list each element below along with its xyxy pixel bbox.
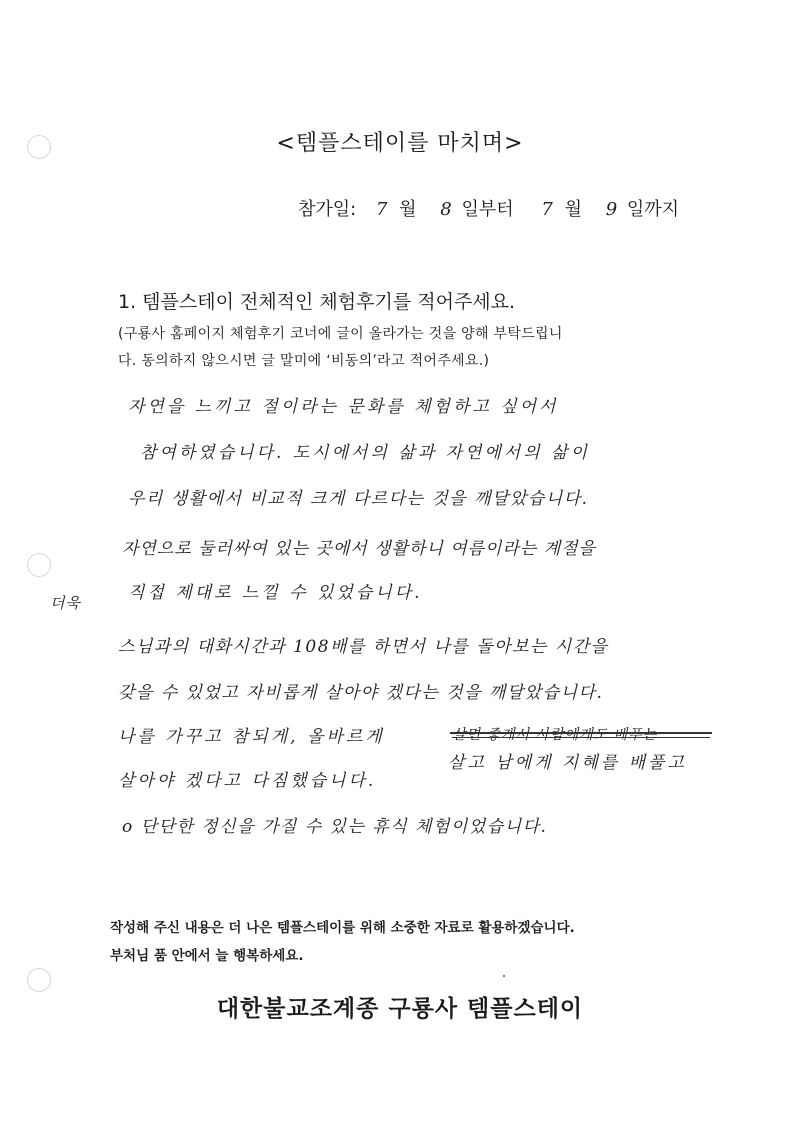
start-month: 7 xyxy=(375,199,388,220)
answer-line: 나를 가꾸고 참되게, 올바르게 xyxy=(118,727,385,747)
answer-line: 살아야 겠다고 다짐했습니다. xyxy=(118,771,377,791)
end-month-word: 월 xyxy=(564,199,582,220)
closing-note-line2: 부처님 품 안에서 늘 행복하세요. xyxy=(110,948,304,964)
punch-hole xyxy=(27,553,51,577)
start-day: 8 xyxy=(440,199,452,220)
question-note-line1: (구룡사 홈페이지 체험후기 코너에 글이 올라가는 것을 양해 부탁드립니 xyxy=(118,326,563,342)
answer-line: 살고 남에게 지혜를 배풀고 xyxy=(448,753,687,773)
answer-line: 갖을 수 있었고 자비롭게 살아야 겠다는 것을 깨달았습니다. xyxy=(118,683,604,703)
answer-line: 자연을 느끼고 절이라는 문화를 체험하고 싶어서 xyxy=(128,397,559,417)
punch-hole xyxy=(27,968,51,992)
organization-name: 대한불교조계종 구룡사 템플스테이 xyxy=(216,996,584,1022)
answer-line: 자연으로 둘러싸여 있는 곳에서 생활하니 여름이라는 계절을 xyxy=(122,539,596,559)
answer-line: o 단단한 정신을 가질 수 있는 휴식 체험이었습니다. xyxy=(122,817,548,837)
strikethrough-mark xyxy=(450,732,712,734)
answer-line: 직접 제대로 느낄 수 있었습니다. xyxy=(128,583,423,603)
from-word: 일부터 xyxy=(461,199,514,220)
margin-note: 더욱 xyxy=(50,594,81,612)
end-day: 9 xyxy=(605,199,618,220)
question-title: 1. 템플스테이 전체적인 체험후기를 적어주세요. xyxy=(118,291,516,313)
scan-speck xyxy=(503,975,505,977)
page-title: <템플스테이를 마치며> xyxy=(276,131,524,156)
participation-date xyxy=(298,195,679,221)
answer-line: 스님과의 대화시간과 108배를 하면서 나를 돌아보는 시간을 xyxy=(118,637,609,657)
struck-text: 살면 좋게서 사람에게도 베푸는 xyxy=(452,727,658,743)
closing-note-line1: 작성해 주신 내용은 더 나은 템플스테이를 위해 소중한 자료로 활용하겠습니다. xyxy=(110,920,575,936)
answer-line: 참여하였습니다. 도시에서의 삶과 자연에서의 삶이 xyxy=(140,443,590,463)
answer-line: 우리 생활에서 비교적 크게 다르다는 것을 깨달았습니다. xyxy=(128,489,589,509)
question-note-line2: 다. 동의하지 않으시면 글 말미에 ‘비동의’라고 적어주세요.) xyxy=(118,353,490,369)
date-label: 참가일: xyxy=(298,199,357,220)
start-month-word: 월 xyxy=(399,199,417,220)
strikethrough-mark xyxy=(452,737,710,738)
end-month: 7 xyxy=(541,199,553,220)
until-word: 일까지 xyxy=(626,199,680,220)
